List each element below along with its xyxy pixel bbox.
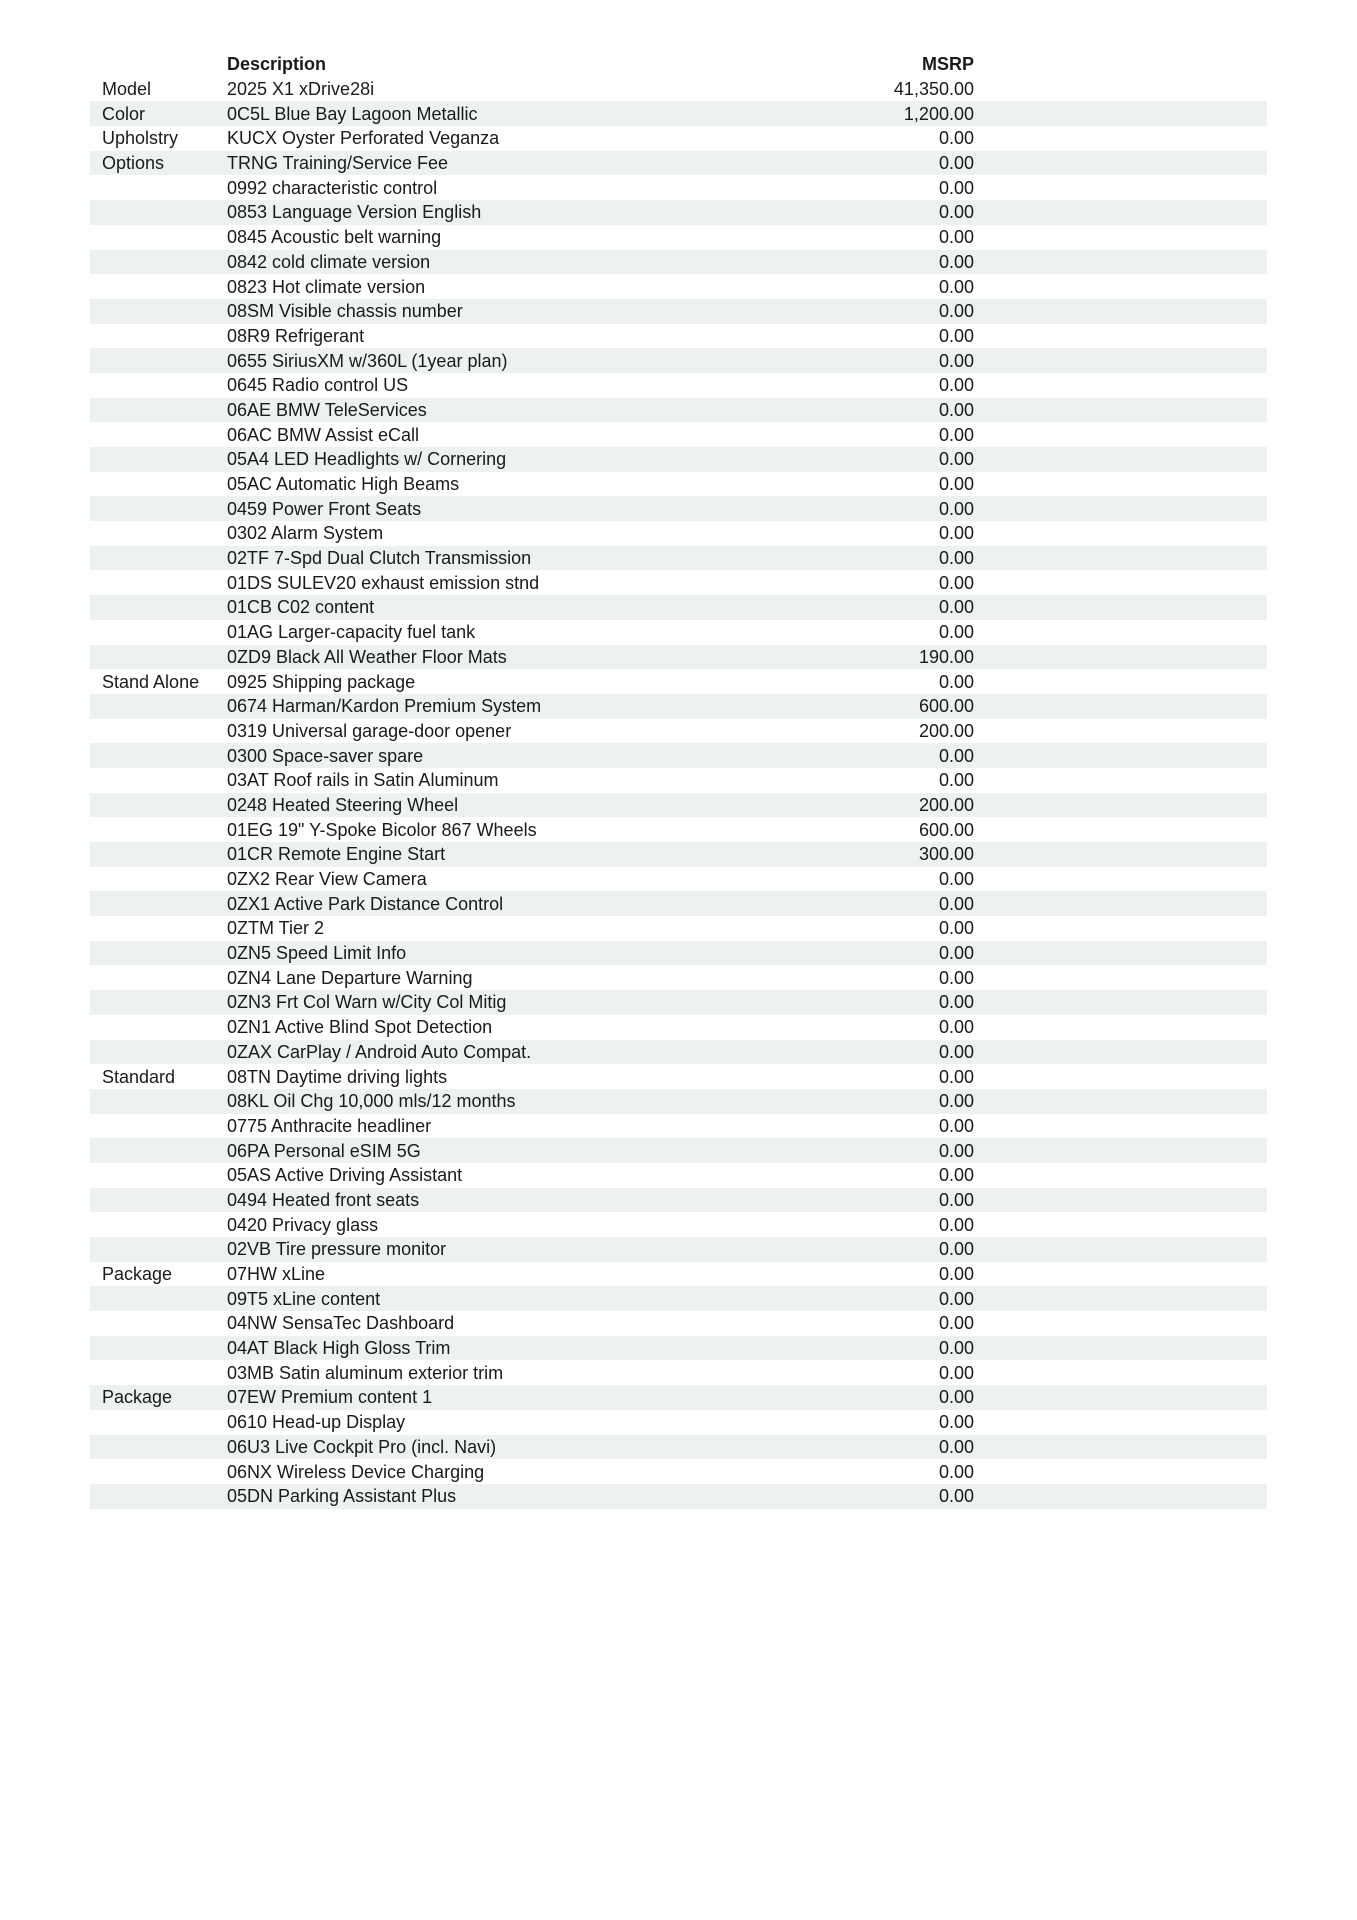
table-row: [90, 817, 1267, 842]
row-description: 09T5 xLine content: [227, 1288, 381, 1309]
row-category: Stand Alone: [102, 671, 200, 692]
table-row: [90, 842, 1267, 867]
row-description: TRNG Training/Service Fee: [227, 153, 449, 174]
row-description: 06AC BMW Assist eCall: [227, 424, 420, 445]
row-msrp: 0.00: [938, 276, 974, 297]
msrp-column-header: MSRP: [921, 54, 974, 75]
row-msrp: 0.00: [938, 1412, 974, 1433]
row-msrp: 0.00: [938, 424, 974, 445]
row-msrp: 1,200.00: [903, 103, 974, 124]
table-row: [90, 1262, 1267, 1287]
table-row: [90, 965, 1267, 990]
row-msrp: 0.00: [938, 128, 974, 149]
row-msrp: 0.00: [938, 177, 974, 198]
row-description: 07EW Premium content 1: [227, 1387, 433, 1408]
table-row: [90, 1410, 1267, 1435]
table-row: [90, 1089, 1267, 1114]
row-description: 0ZX1 Active Park Distance Control: [227, 893, 504, 914]
row-msrp: 0.00: [938, 1017, 974, 1038]
row-description: 0ZN5 Speed Limit Info: [227, 943, 407, 964]
table-row: [90, 743, 1267, 768]
table-row: [90, 101, 1267, 126]
row-description: 05AC Automatic High Beams: [227, 474, 460, 495]
table-row: [90, 768, 1267, 793]
row-msrp: 0.00: [938, 325, 974, 346]
row-msrp: 200.00: [918, 720, 974, 741]
row-msrp: 41,350.00: [893, 79, 974, 100]
table-row: [90, 250, 1267, 275]
row-description: 0655 SiriusXM w/360L (1year plan): [227, 350, 508, 371]
row-description: 0ZX2 Rear View Camera: [227, 869, 427, 890]
row-description: 0ZD9 Black All Weather Floor Mats: [227, 646, 507, 667]
row-msrp: 0.00: [938, 474, 974, 495]
table-row: [90, 1360, 1267, 1385]
table-row: [90, 1484, 1267, 1509]
row-description: 0ZN3 Frt Col Warn w/City Col Mitig: [227, 992, 507, 1013]
row-description: 01CR Remote Engine Start: [227, 844, 446, 865]
row-msrp: 0.00: [938, 1239, 974, 1260]
table-row: [90, 620, 1267, 645]
row-msrp: 0.00: [938, 671, 974, 692]
row-msrp: 0.00: [938, 1165, 974, 1186]
row-msrp: 0.00: [938, 893, 974, 914]
row-category: Model: [102, 79, 152, 100]
table-row: [90, 200, 1267, 225]
row-msrp: 0.00: [938, 1214, 974, 1235]
row-description: 0845 Acoustic belt warning: [227, 227, 442, 248]
table-row: [90, 694, 1267, 719]
table-row: [90, 299, 1267, 324]
row-msrp: 0.00: [938, 301, 974, 322]
row-description: 06AE BMW TeleServices: [227, 399, 427, 420]
row-msrp: 0.00: [938, 523, 974, 544]
table-row: [90, 1385, 1267, 1410]
row-msrp: 0.00: [938, 449, 974, 470]
row-description: 0302 Alarm System: [227, 523, 384, 544]
row-description: 0ZAX CarPlay / Android Auto Compat.: [227, 1041, 532, 1062]
row-msrp: 0.00: [938, 399, 974, 420]
table-row: [90, 422, 1267, 447]
row-description: 0992 characteristic control: [227, 177, 438, 198]
row-msrp: 0.00: [938, 1338, 974, 1359]
row-msrp: 0.00: [938, 1362, 974, 1383]
table-row: [90, 447, 1267, 472]
table-row: [90, 669, 1267, 694]
row-msrp: 0.00: [938, 1387, 974, 1408]
row-description: 0C5L Blue Bay Lagoon Metallic: [227, 103, 478, 124]
row-msrp: 190.00: [918, 646, 974, 667]
row-description: 01CB C02 content: [227, 597, 375, 618]
table-row: [90, 225, 1267, 250]
row-msrp: 0.00: [938, 1091, 974, 1112]
row-description: 0ZN4 Lane Departure Warning: [227, 967, 473, 988]
row-msrp: 0.00: [938, 202, 974, 223]
table-row: [90, 990, 1267, 1015]
table-row: [90, 916, 1267, 941]
row-description: 0610 Head-up Display: [227, 1412, 406, 1433]
description-column-header: Description: [227, 54, 327, 75]
row-msrp: 0.00: [938, 350, 974, 371]
table-row: [90, 793, 1267, 818]
table-row: [90, 645, 1267, 670]
row-msrp: 600.00: [918, 696, 974, 717]
table-row: [90, 941, 1267, 966]
row-description: 05A4 LED Headlights w/ Cornering: [227, 449, 507, 470]
row-description: 0248 Heated Steering Wheel: [227, 794, 459, 815]
table-row: [90, 1237, 1267, 1262]
row-description: 01DS SULEV20 exhaust emission stnd: [227, 572, 540, 593]
table-row: [90, 521, 1267, 546]
table-row: [90, 1435, 1267, 1460]
table-row: [90, 398, 1267, 423]
row-description: 0842 cold climate version: [227, 251, 431, 272]
row-msrp: 0.00: [938, 745, 974, 766]
row-description: 0459 Power Front Seats: [227, 498, 422, 519]
table-row: [90, 1459, 1267, 1484]
row-msrp: 0.00: [938, 1066, 974, 1087]
table-row: [90, 1114, 1267, 1139]
table-row: [90, 546, 1267, 571]
row-msrp: 0.00: [938, 943, 974, 964]
row-msrp: 0.00: [938, 1264, 974, 1285]
row-msrp: 0.00: [938, 967, 974, 988]
row-msrp: 0.00: [938, 992, 974, 1013]
row-msrp: 0.00: [938, 1140, 974, 1161]
row-msrp: 0.00: [938, 1041, 974, 1062]
table-row: [90, 1286, 1267, 1311]
row-msrp: 0.00: [938, 153, 974, 174]
row-description: 0925 Shipping package: [227, 671, 416, 692]
table-row: [90, 1311, 1267, 1336]
row-msrp: 300.00: [918, 844, 974, 865]
row-description: 05AS Active Driving Assistant: [227, 1165, 463, 1186]
row-description: 0ZTM Tier 2: [227, 918, 325, 939]
table-row: [90, 151, 1267, 176]
row-msrp: 0.00: [938, 227, 974, 248]
table-row: [90, 1188, 1267, 1213]
row-description: 07HW xLine: [227, 1264, 326, 1285]
row-description: 03MB Satin aluminum exterior trim: [227, 1362, 504, 1383]
table-row: [90, 595, 1267, 620]
table-row: [90, 348, 1267, 373]
row-category: Options: [102, 153, 165, 174]
row-category: Standard: [102, 1066, 176, 1087]
table-row: [90, 1163, 1267, 1188]
table-row: [90, 867, 1267, 892]
row-description: 04AT Black High Gloss Trim: [227, 1338, 451, 1359]
options-table: [90, 52, 1267, 1509]
row-description: KUCX Oyster Perforated Veganza: [227, 128, 500, 149]
row-description: 0300 Space-saver spare: [227, 745, 424, 766]
row-description: 06U3 Live Cockpit Pro (incl. Navi): [227, 1436, 497, 1457]
row-msrp: 0.00: [938, 918, 974, 939]
row-description: 0775 Anthracite headliner: [227, 1115, 432, 1136]
row-msrp: 200.00: [918, 794, 974, 815]
row-description: 0420 Privacy glass: [227, 1214, 379, 1235]
row-msrp: 0.00: [938, 1288, 974, 1309]
row-description: 01AG Larger-capacity fuel tank: [227, 622, 476, 643]
table-row: [90, 1336, 1267, 1361]
table-row: [90, 719, 1267, 744]
table-row: [90, 274, 1267, 299]
row-description: 0823 Hot climate version: [227, 276, 426, 297]
row-msrp: 0.00: [938, 548, 974, 569]
row-description: 08KL Oil Chg 10,000 mls/12 months: [227, 1091, 516, 1112]
row-description: 02TF 7-Spd Dual Clutch Transmission: [227, 548, 532, 569]
row-description: 0319 Universal garage-door opener: [227, 720, 512, 741]
row-description: 0853 Language Version English: [227, 202, 482, 223]
row-description: 0645 Radio control US: [227, 375, 409, 396]
options-table-body: [90, 77, 1267, 1509]
row-category: Color: [102, 103, 146, 124]
row-msrp: 0.00: [938, 597, 974, 618]
table-row: [90, 373, 1267, 398]
table-row: [90, 570, 1267, 595]
row-msrp: 0.00: [938, 1115, 974, 1136]
table-row: [90, 126, 1267, 151]
row-msrp: 600.00: [918, 819, 974, 840]
table-row: [90, 1212, 1267, 1237]
row-msrp: 0.00: [938, 1313, 974, 1334]
table-row: [90, 1040, 1267, 1065]
row-description: 0494 Heated front seats: [227, 1189, 420, 1210]
row-msrp: 0.00: [938, 251, 974, 272]
row-msrp: 0.00: [938, 1486, 974, 1507]
row-description: 04NW SensaTec Dashboard: [227, 1313, 455, 1334]
row-description: 05DN Parking Assistant Plus: [227, 1486, 457, 1507]
row-msrp: 0.00: [938, 869, 974, 890]
row-description: 2025 X1 xDrive28i: [227, 79, 375, 100]
table-row: [90, 324, 1267, 349]
table-header-row: [90, 52, 1267, 77]
row-msrp: 0.00: [938, 375, 974, 396]
row-description: 01EG 19" Y-Spoke Bicolor 867 Wheels: [227, 819, 537, 840]
row-description: 03AT Roof rails in Satin Aluminum: [227, 770, 499, 791]
row-description: 06PA Personal eSIM 5G: [227, 1140, 421, 1161]
row-msrp: 0.00: [938, 770, 974, 791]
row-category: Upholstry: [102, 128, 179, 149]
table-row: [90, 175, 1267, 200]
table-row: [90, 1064, 1267, 1089]
row-description: 02VB Tire pressure monitor: [227, 1239, 447, 1260]
row-msrp: 0.00: [938, 1436, 974, 1457]
row-category: Package: [102, 1387, 173, 1408]
row-msrp: 0.00: [938, 1189, 974, 1210]
table-row: [90, 1138, 1267, 1163]
row-description: 0674 Harman/Kardon Premium System: [227, 696, 542, 717]
table-row: [90, 472, 1267, 497]
row-description: 0ZN1 Active Blind Spot Detection: [227, 1017, 493, 1038]
table-row: [90, 496, 1267, 521]
row-category: Package: [102, 1264, 173, 1285]
row-msrp: 0.00: [938, 622, 974, 643]
row-msrp: 0.00: [938, 1461, 974, 1482]
row-description: 08SM Visible chassis number: [227, 301, 463, 322]
row-msrp: 0.00: [938, 498, 974, 519]
row-description: 08R9 Refrigerant: [227, 325, 365, 346]
table-row: [90, 1015, 1267, 1040]
table-row: [90, 891, 1267, 916]
table-row: [90, 77, 1267, 102]
row-msrp: 0.00: [938, 572, 974, 593]
row-description: 06NX Wireless Device Charging: [227, 1461, 485, 1482]
row-description: 08TN Daytime driving lights: [227, 1066, 448, 1087]
